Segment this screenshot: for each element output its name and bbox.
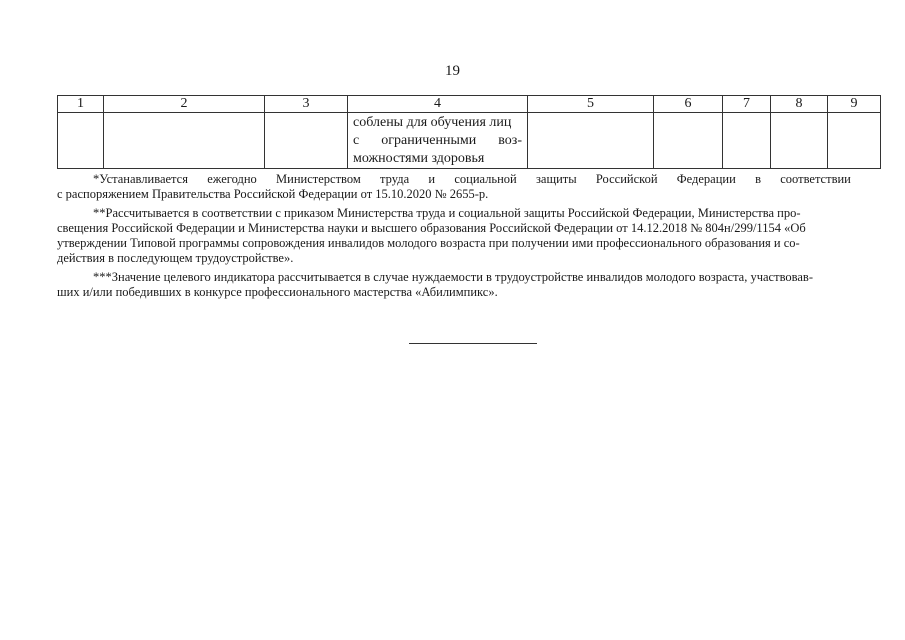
cell-text-line: соблены для обучения лиц (353, 115, 512, 130)
footnote-word: труда (380, 172, 410, 186)
footnote-word: соответствии (780, 172, 851, 186)
table-cell (58, 113, 104, 169)
table-cell (265, 113, 348, 169)
table-cell (104, 113, 265, 169)
column-header: 9 (828, 96, 881, 113)
column-header: 8 (771, 96, 828, 113)
column-header: 3 (265, 96, 348, 113)
cell-word: с (353, 133, 360, 148)
footnote-word: социальной (454, 172, 517, 186)
column-header: 4 (348, 96, 528, 113)
footnote-word: и (428, 172, 436, 186)
indicator-table (57, 95, 881, 169)
footnote-word: Министерством (276, 172, 361, 186)
footnote-1-line: с распоряжением Правительства Российской Федерации от 15.10.2020 № 2655-р. (57, 187, 489, 201)
column-header: 5 (528, 96, 654, 113)
footnote-2-line: свещения Российской Федерации и Министерства науки и высшего образования Российской Федерации от 14.12.2018 № 804н/299/1154 «Об (57, 221, 806, 235)
table-cell (723, 113, 771, 169)
footnote-1-line (57, 172, 851, 187)
column-header: 6 (654, 96, 723, 113)
table-cell (654, 113, 723, 169)
footnote-3-line: ***Значение целевого индикатора рассчитывается в случае нуждаемости в трудоустройстве инвалидов молодого возраста, участвовав- (93, 270, 813, 284)
page-number: 19 (445, 63, 460, 79)
footnote-word: защиты (535, 172, 577, 186)
column-header: 7 (723, 96, 771, 113)
footnote-word: в (755, 172, 761, 186)
table-row (58, 113, 881, 169)
table-cell-description (348, 113, 528, 169)
cell-text-line (353, 132, 522, 150)
table-header-row (58, 96, 881, 113)
column-header: 2 (104, 96, 265, 113)
table-cell (771, 113, 828, 169)
table-cell (528, 113, 654, 169)
footnote-word: Федерации (676, 172, 736, 186)
footnote-word: ежегодно (207, 172, 257, 186)
cell-word: воз- (498, 133, 522, 148)
footnote-2-line: действия в последующем трудоустройстве». (57, 251, 294, 265)
footnote-2-line: утверждении Типовой программы сопровождения инвалидов молодого возраста при получении ими профессионального образования и со- (57, 236, 800, 250)
footnote-2-line: **Рассчитывается в соответствии с приказом Министерства труда и социальной защиты Российской Федерации, Министерства про- (93, 206, 801, 220)
footnotes (57, 172, 851, 300)
cell-text-line: можностями здоровья (353, 151, 485, 166)
footnote-3-line: ших и/или победивших в конкурсе профессионального мастерства «Абилимпикс». (57, 285, 498, 299)
cell-word: ограниченными (381, 133, 477, 148)
end-separator-line (409, 343, 537, 344)
footnote-word: *Устанавливается (93, 172, 188, 186)
footnote-word: Российской (595, 172, 658, 186)
table-cell (828, 113, 881, 169)
column-header: 1 (58, 96, 104, 113)
